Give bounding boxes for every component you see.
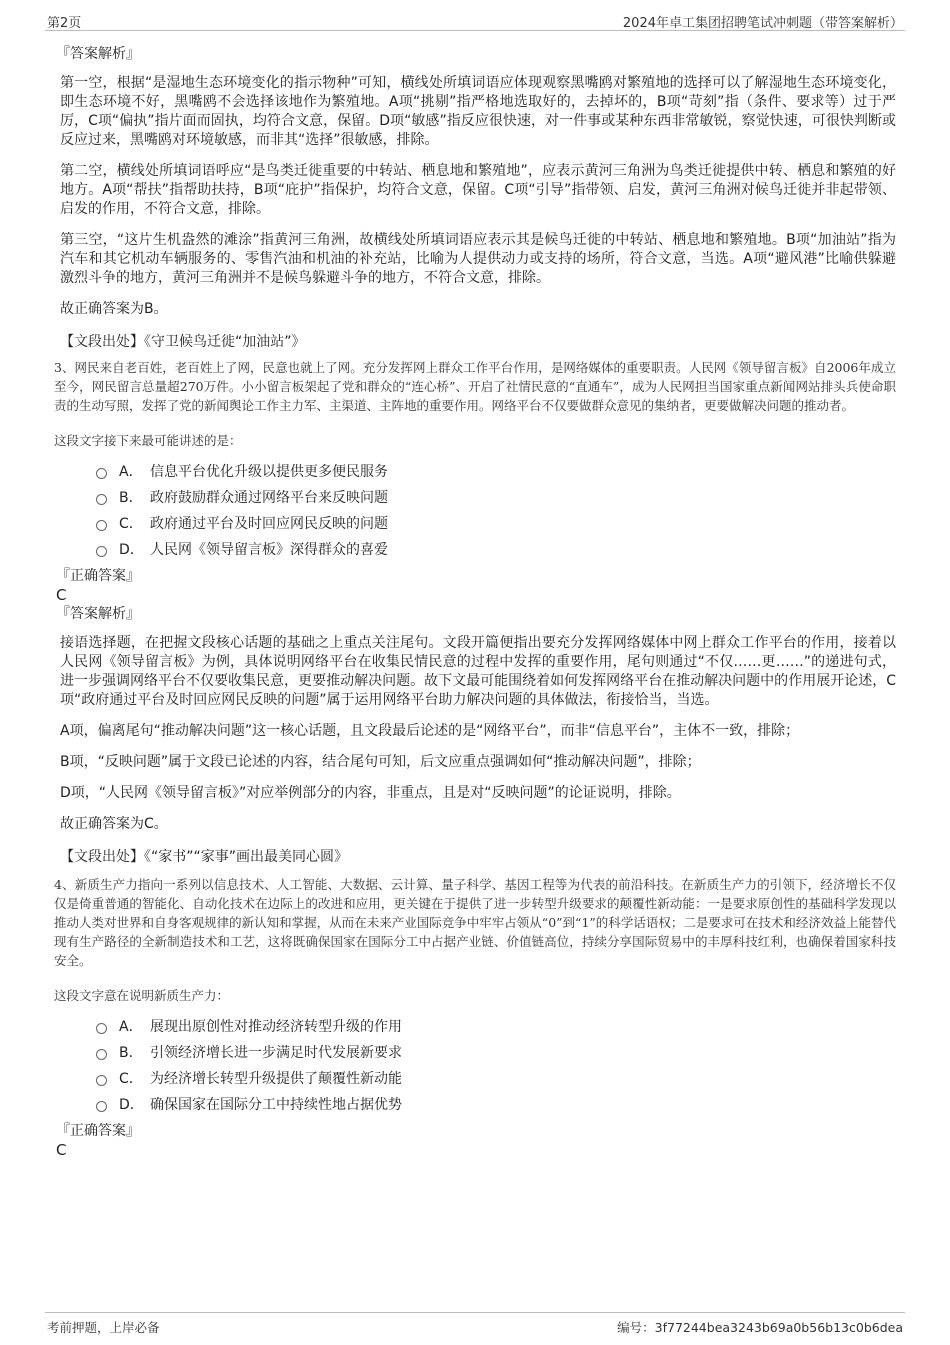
analysis-paragraph: A项，偏离尾句“推动解决问题”这一核心话题，且文段最后论述的是“网络平台”，而非“信息平台”，主体不一致，排除； xyxy=(60,723,800,739)
option-text: 人民网《领导留言板》深得群众的喜爱 xyxy=(150,542,388,558)
option-b[interactable] xyxy=(96,484,896,510)
option-letter: D． xyxy=(119,1097,144,1113)
correct-answer: C xyxy=(56,1141,67,1159)
radio-icon[interactable] xyxy=(96,1101,107,1112)
correct-answer-label: 『正确答案』 xyxy=(56,1123,140,1139)
option-letter: C． xyxy=(119,1071,143,1087)
option-d[interactable] xyxy=(96,1091,896,1117)
option-text: 引领经济增长进一步满足时代发展新要求 xyxy=(150,1045,402,1061)
analysis-paragraph: 第三空，“这片生机盎然的滩涂”指黄河三角洲，故横线处所填词语应表示其是候鸟迁徙的中转站、栖息地和繁殖地。B项“加油站”指为汽车和其它机动车辆服务的、零售汽油和机油的补充站，比喻为人提供动力或支持的场所，符合文意，当选。A项“避风港”比喻供躲避激烈斗争的地方，黄河三角洲并不是候鸟躲避斗争的地方，不符合文意，排除。 xyxy=(60,232,896,286)
question-4-stem: 4、新质生产力指向一系列以信息技术、人工智能、大数据、云计算、量子科学、基因工程等为代表的前沿科技。在新质生产力的引领下，经济增长不仅仅是倚重普通的智能化、自动化技术在边际上的改进和应用，更关键在于提供了进一步转型升级要求的颠覆性新动能：一是要求原创性的基础科学发现以推动人类对世界和自身客观规律的新认知和掌握，从而在未来产业国际竞争中牢牢占领从“0”到“1”的科学话语权；二是要求可在技术和经济效益上能替代现有生产路径的全新制造技术和工艺，这将既确保国家在国际分工中占据产业链、价值链高位，持续分享国际贸易中的丰厚科技红利，也确保着国家科技安全。 xyxy=(54,877,896,968)
option-a[interactable] xyxy=(96,1013,896,1039)
question-3-stem: 3、网民来自老百姓，老百姓上了网，民意也就上了网。充分发挥网上群众工作平台作用，是网络媒体的重要职责。人民网《领导留言板》自2006年成立至今，网民留言总量超270万件。小小留言板架起了党和群众的“连心桥”、开启了社情民意的“直通车”，成为人民网担当国家重点新闻网站排头兵使命职责的生动写照，发挥了党的新闻舆论工作主力军、主渠道、主阵地的重要作用。网络平台不仅要做群众意见的集纳者，更要做解决问题的推动者。 xyxy=(54,360,896,413)
radio-icon[interactable] xyxy=(96,494,107,505)
answer-conclusion: 故正确答案为C。 xyxy=(60,816,168,832)
question-3-prompt: 这段文字接下来最可能讲述的是： xyxy=(54,433,242,448)
option-c[interactable] xyxy=(96,1065,896,1091)
radio-icon[interactable] xyxy=(96,520,107,531)
option-a[interactable] xyxy=(96,458,896,484)
option-letter: B． xyxy=(119,490,143,506)
option-text: 政府通过平台及时回应网民反映的问题 xyxy=(150,516,388,532)
option-text: 展现出原创性对推动经济转型升级的作用 xyxy=(150,1019,402,1035)
option-d[interactable] xyxy=(96,536,896,562)
footer-slogan: 考前押题，上岸必备 xyxy=(47,1320,160,1335)
option-text: 信息平台优化升级以提供更多便民服务 xyxy=(150,464,388,480)
document-title: 2024年卓工集团招聘笔试冲刺题（带答案解析） xyxy=(622,16,903,31)
question-4-options xyxy=(96,1013,896,1117)
page-header xyxy=(45,8,905,31)
radio-icon[interactable] xyxy=(96,468,107,479)
option-letter: B． xyxy=(119,1045,143,1061)
analysis-paragraph: 接语选择题，在把握文段核心话题的基础之上重点关注尾句。文段开篇便指出要充分发挥网络媒体中网上群众工作平台的作用，接着以人民网《领导留言板》为例，具体说明网络平台在收集民情民意的过程中发挥的重要作用，尾句则通过“不仅……更……”的递进句式，进一步强调网络平台不仅要收集民意，更要推动解决问题。故下文最可能围绕着如何发挥网络平台在推动解决问题中的作用展开论述，C项“政府通过平台及时回应网民反映的问题”属于运用网络平台助力解决问题的具体做法，衔接恰当，当选。 xyxy=(60,635,896,708)
question-3-options xyxy=(96,458,896,562)
option-letter: A． xyxy=(119,464,143,480)
question-4-prompt: 这段文字意在说明新质生产力： xyxy=(54,988,230,1003)
analysis-paragraph: B项，“反映问题”属于文段已论述的内容，结合尾句可知，后文应重点强调如何“推动解决问题”，排除； xyxy=(60,754,701,770)
analysis-paragraph: D项，“人民网《领导留言板》”对应举例部分的内容，非重点，且是对“反映问题”的论证说明，排除。 xyxy=(60,785,681,801)
radio-icon[interactable] xyxy=(96,546,107,557)
option-text: 政府鼓励群众通过网络平台来反映问题 xyxy=(150,490,388,506)
page-footer xyxy=(45,1312,905,1337)
radio-icon[interactable] xyxy=(96,1049,107,1060)
document-id: 编号：3f77244bea3243b69a0b56b13c0b6dea xyxy=(617,1320,903,1335)
page-number: 第2页 xyxy=(47,16,82,31)
radio-icon[interactable] xyxy=(96,1023,107,1034)
correct-answer: C xyxy=(56,586,67,604)
analysis-paragraph: 第二空，横线处所填词语呼应“是鸟类迁徙重要的中转站、栖息地和繁殖地”，应表示黄河三角洲为鸟类迁徙提供中转、栖息和繁殖的好地方。A项“帮扶”指帮助扶持，B项“庇护”指保护，均符合文意，保留。C项“引导”指带领、启发，黄河三角洲对候鸟迁徙并非起带领、启发的作用，不符合文意，排除。 xyxy=(60,163,896,217)
correct-answer-label: 『正确答案』 xyxy=(56,568,140,584)
page-content xyxy=(56,44,896,1159)
option-c[interactable] xyxy=(96,510,896,536)
source-citation: 【文段出处】《守卫候鸟迁徙“加油站”》 xyxy=(60,334,306,350)
analysis-paragraph: 第一空，根据“是湿地生态环境变化的指示物种”可知，横线处所填词语应体现观察黑嘴鸥对繁殖地的选择可以了解湿地生态环境变化，即生态环境不好，黑嘴鸥不会选择该地作为繁殖地。A项“挑剔”指严格地选取好的，去掉坏的，B项“苛刻”指（条件、要求等）过于严厉，C项“偏执”指片面而固执，均符合文意，保留。D项“敏感”指反应很快速，对一件事或某种东西非常敏锐，察觉快速，可很快判断或反应过来，黑嘴鸥对环境敏感，而非其“选择”很敏感，排除。 xyxy=(60,75,896,148)
option-letter: C． xyxy=(119,516,143,532)
source-citation: 【文段出处】《“家书”“家事”画出最美同心圆》 xyxy=(60,849,349,865)
option-text: 确保国家在国际分工中持续性地占据优势 xyxy=(150,1097,402,1113)
option-text: 为经济增长转型升级提供了颠覆性新动能 xyxy=(150,1071,402,1087)
option-letter: A． xyxy=(119,1019,143,1035)
analysis-label: 『答案解析』 xyxy=(56,606,140,622)
option-b[interactable] xyxy=(96,1039,896,1065)
analysis-label: 『答案解析』 xyxy=(56,46,140,62)
answer-conclusion: 故正确答案为B。 xyxy=(60,301,168,317)
radio-icon[interactable] xyxy=(96,1075,107,1086)
option-letter: D． xyxy=(119,542,144,558)
